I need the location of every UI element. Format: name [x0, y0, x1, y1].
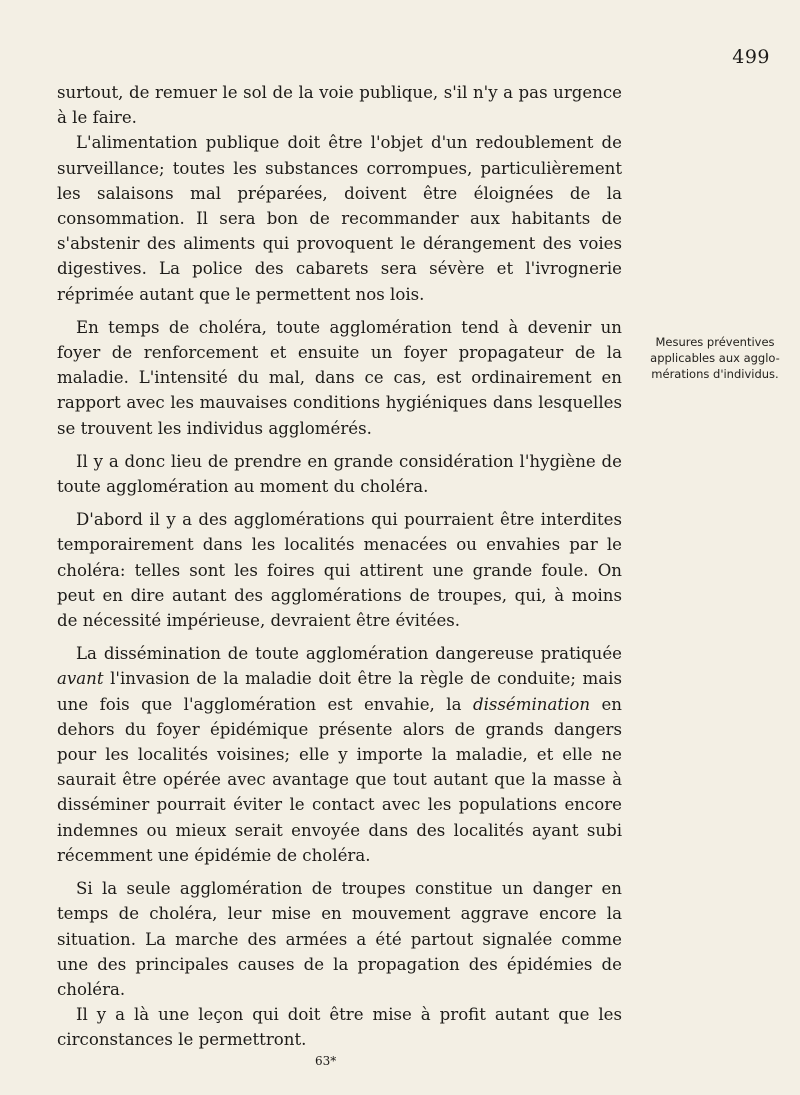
paragraph-3: En temps de choléra, toute agglomération tend à devenir un foyer de renforcement et ensuite un foyer propagateur de la maladie. L'intensité du mal, dans ce cas, est ordinairement en rapport avec les mauvaises conditions hygiéniques dans lesquelles se trouvent les individus agglomérés. [57, 317, 622, 438]
paragraph-6-emphasis-avant: avant [57, 669, 104, 689]
paragraph-6 [57, 641, 622, 868]
paragraph-4: Il y a donc lieu de prendre en grande considération l'hygiène de toute agglomération au moment du choléra. [57, 451, 622, 497]
paragraph-5: D'abord il y a des agglomérations qui pourraient être interdites temporairement dans les localités menacées ou envahies par le choléra: telles sont les foires qui attirent une grande foule. On peut en dire autant des agglomérations de troupes, qui, à moins de nécessité impérieuse, devraient être évitées. [57, 510, 622, 631]
paragraph-8: Il y a là une leçon qui doit être mise à profit autant que les circonstances le permettront. [57, 1005, 622, 1050]
paragraph-6-emphasis-dissemination: dissémination [472, 694, 591, 714]
margin-note [640, 334, 790, 382]
margin-note-line-2: applicables aux agglo- [650, 351, 780, 365]
printer-signature: 63* [315, 1054, 337, 1068]
body-text [57, 80, 622, 1053]
paragraph-6-before: La dissémination de toute agglomération dangereuse pratiquée [76, 644, 622, 664]
paragraph-7: Si la seule agglomération de troupes constitue un danger en temps de choléra, leur mise en mouvement aggrave encore la situation. La marche des armées a été partout signalée comme une des principales causes de la propagation des épidémies de choléra. [57, 879, 622, 999]
page-number: 499 [732, 46, 770, 68]
paragraph-6-middle: l'invasion de la maladie doit être la règle de conduite; mais une fois que l'agglomération est envahie, la [57, 669, 622, 714]
paragraph-1: surtout, de remuer le sol de la voie publique, s'il n'y a pas urgence à le faire. [57, 83, 622, 128]
paragraph-2: L'alimentation publique doit être l'objet d'un redoublement de surveillance; toutes les substances corrompues, particulièrement les salaisons mal préparées, doivent être éloignées de la consommation. Il sera bon de recommander aux habitants de s'abstenir des aliments qui provoquent le dérangement des voies digestives. La police des cabarets sera sévère et l'ivrognerie réprimée autant que le permettent nos lois. [57, 133, 622, 304]
margin-note-line-3: mérations d'individus. [651, 367, 779, 381]
paragraph-6-after: en dehors du foyer épidémique présente alors de grands dangers pour les localités voisines; elle y importe la maladie, et elle ne saurait être opérée avec avantage que tout autant que la masse à disséminer pourrait éviter le contact avec les populations encore indemnes ou mieux serait envoyée dans des localités ayant subi récemment une épidémie de choléra. [57, 694, 622, 865]
margin-note-line-1: Mesures préventives [655, 335, 775, 349]
